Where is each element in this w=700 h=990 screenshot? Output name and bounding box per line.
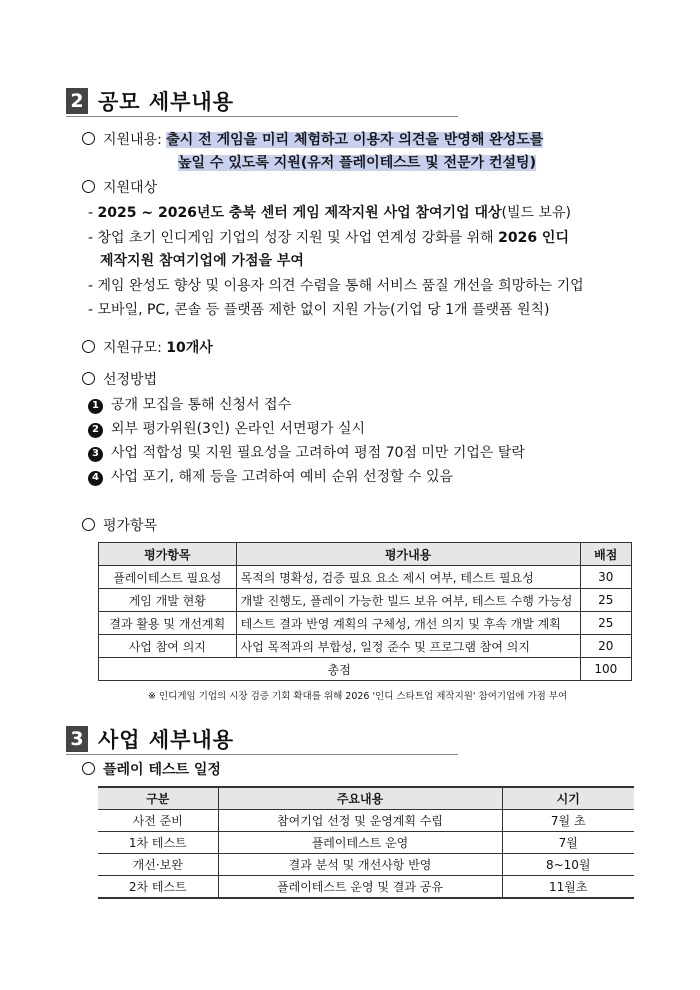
table-cell: 20: [580, 635, 631, 658]
target-item-4: [88, 300, 550, 320]
table-row: [98, 854, 634, 876]
selection-step-2: [88, 419, 365, 439]
target-item-2: [88, 228, 569, 248]
table-cell: 개선·보완: [98, 854, 218, 876]
dash: -: [88, 205, 94, 221]
support-content-line2: [178, 153, 536, 173]
evaluation-note: ※ 인디게임 기업의 시장 검증 기회 확대를 위해 2026 '인디 스타트업 제작지원' 참여기업에 가점 부여: [148, 691, 568, 702]
support-content-line1: [82, 130, 543, 150]
table-cell: 개발 진행도, 플레이 가능한 빌드 보유 여부, 테스트 수행 가능성: [236, 589, 580, 612]
target-item-text: 창업 초기 인디게임 기업의 성장 지원 및 사업 연계성 강화를 위해: [97, 230, 499, 246]
step-text: 외부 평가위원(3인) 온라인 서면평가 실시: [111, 421, 366, 437]
target-item-text: 게임 완성도 향상 및 이용자 의견 수렴을 통해 서비스 품질 개선을 희망하는 기업: [97, 278, 584, 294]
section-number: 2: [66, 88, 88, 114]
table-header: 주요내용: [218, 787, 502, 810]
table-header: 시기: [502, 787, 634, 810]
target-item-bold: 제작지원 참여기업에 가점을 부여: [100, 253, 304, 269]
table-row: [98, 876, 634, 899]
target-item-text: (빌드 보유): [501, 205, 572, 221]
table-cell: 테스트 결과 반영 계획의 구체성, 개선 의지 및 후속 개발 계획: [236, 612, 580, 635]
table-cell: 7월: [502, 832, 634, 854]
support-content-text1: 출시 전 게임을 미리 체험하고 이용자 의견을 반영해 완성도를: [166, 132, 544, 148]
table-cell: 게임 개발 현황: [99, 589, 237, 612]
table-header-row: [99, 543, 632, 566]
total-value: 100: [580, 658, 631, 681]
table-cell: 목적의 명확성, 검증 필요 요소 제시 여부, 테스트 필요성: [236, 566, 580, 589]
target-item-bold: 2026 인디: [498, 230, 569, 246]
table-cell: 30: [580, 566, 631, 589]
table-header-row: [98, 787, 634, 810]
table-cell: 결과 분석 및 개선사항 반영: [218, 854, 502, 876]
table-cell: 25: [580, 589, 631, 612]
section-underline: [66, 116, 458, 117]
dash: -: [88, 302, 94, 318]
table-header: 배점: [580, 543, 631, 566]
evaluation-heading: [82, 516, 157, 536]
selection-step-4: [88, 467, 453, 487]
selection-label: 선정방법: [103, 372, 158, 388]
number-1-icon: 1: [88, 399, 103, 414]
evaluation-table: [98, 542, 632, 681]
target-item-1: [88, 203, 571, 223]
circle-bullet-icon: [82, 132, 95, 145]
circle-bullet-icon: [82, 180, 95, 193]
scale-label: 지원규모:: [103, 340, 167, 356]
total-label: 총점: [99, 658, 581, 681]
section-2-header: [66, 86, 234, 116]
section-number: 3: [66, 726, 88, 752]
table-cell: 7월 초: [502, 810, 634, 832]
table-cell: 플레이테스트 운영 및 결과 공유: [218, 876, 502, 899]
table-row: [99, 566, 632, 589]
table-cell: 참여기업 선정 및 운영계획 수립: [218, 810, 502, 832]
target-item-text: 모바일, PC, 콘솔 등 플랫폼 제한 없이 지원 가능(기업 당 1개 플랫폼 원칙): [97, 302, 550, 318]
table-row: [99, 612, 632, 635]
table-row: [98, 832, 634, 854]
table-header: 평가내용: [236, 543, 580, 566]
table-row: [99, 589, 632, 612]
table-cell: 사업 목적과의 부합성, 일정 준수 및 프로그램 참여 의지: [236, 635, 580, 658]
support-content-text2: 높일 수 있도록 지원(유저 플레이테스트 및 전문가 컨설팅): [178, 155, 536, 171]
table-cell: 2차 테스트: [98, 876, 218, 899]
dash: -: [88, 230, 94, 246]
dash: -: [88, 278, 94, 294]
evaluation-label: 평가항목: [103, 518, 158, 534]
circle-bullet-icon: [82, 340, 95, 353]
selection-heading: [82, 370, 157, 390]
number-2-icon: 2: [88, 423, 103, 438]
target-heading: [82, 178, 157, 198]
target-label: 지원대상: [103, 180, 158, 196]
section-underline: [66, 754, 458, 755]
section-title: 사업 세부내용: [98, 728, 235, 752]
step-text: 사업 포기, 해제 등을 고려하여 예비 순위 선정할 수 있음: [111, 469, 454, 485]
section-title: 공모 세부내용: [98, 90, 235, 114]
target-item-2-cont: [100, 251, 304, 271]
circle-bullet-icon: [82, 372, 95, 385]
step-text: 사업 적합성 및 지원 필요성을 고려하여 평점 70점 미만 기업은 탈락: [111, 445, 525, 461]
table-header: 구분: [98, 787, 218, 810]
table-row: [99, 635, 632, 658]
table-header: 평가항목: [99, 543, 237, 566]
schedule-label: 플레이 테스트 일정: [103, 762, 221, 778]
schedule-table: [98, 786, 634, 899]
table-total-row: [99, 658, 632, 681]
step-text: 공개 모집을 통해 신청서 접수: [111, 397, 292, 413]
table-cell: 8~10월: [502, 854, 634, 876]
table-cell: 플레이테스트 필요성: [99, 566, 237, 589]
target-item-bold: 2025 ~ 2026년도 충북 센터 게임 제작지원 사업 참여기업 대상: [97, 205, 502, 221]
scale-line: [82, 338, 213, 358]
target-item-3: [88, 276, 584, 296]
scale-value: 10개사: [166, 340, 213, 356]
section-3-header: [66, 724, 234, 754]
schedule-heading: [82, 760, 221, 780]
table-cell: 11월초: [502, 876, 634, 899]
table-cell: 25: [580, 612, 631, 635]
table-cell: 사업 참여 의지: [99, 635, 237, 658]
circle-bullet-icon: [82, 518, 95, 531]
table-cell: 결과 활용 및 개선계획: [99, 612, 237, 635]
table-cell: 1차 테스트: [98, 832, 218, 854]
table-cell: 사전 준비: [98, 810, 218, 832]
selection-step-1: [88, 395, 291, 415]
number-3-icon: 3: [88, 447, 103, 462]
table-row: [98, 810, 634, 832]
selection-step-3: [88, 443, 525, 463]
circle-bullet-icon: [82, 762, 95, 775]
support-content-label: 지원내용:: [103, 132, 167, 148]
table-cell: 플레이테스트 운영: [218, 832, 502, 854]
number-4-icon: 4: [88, 471, 103, 486]
